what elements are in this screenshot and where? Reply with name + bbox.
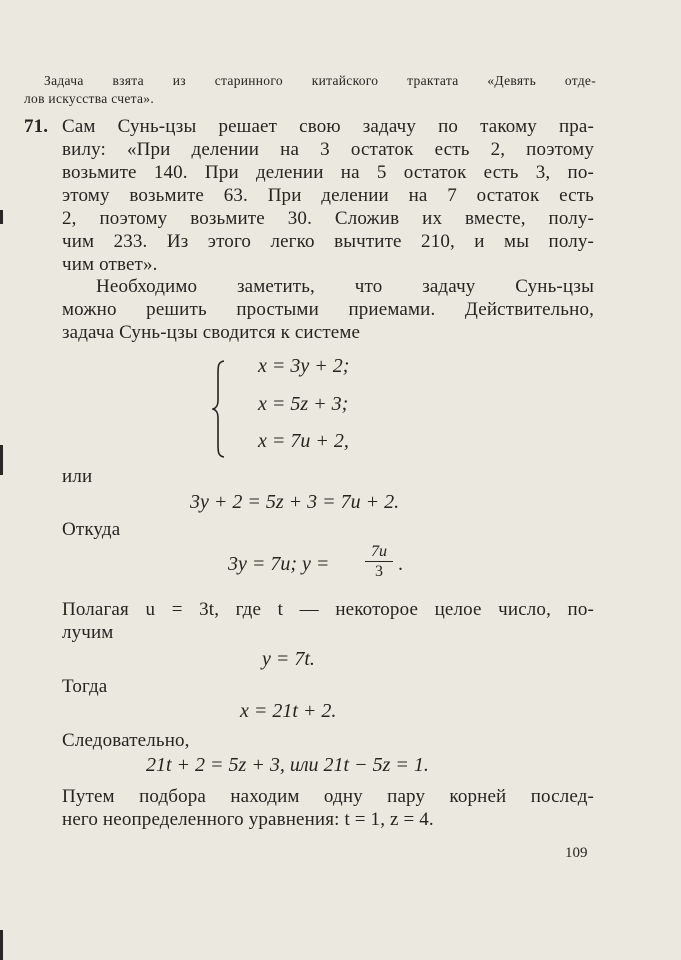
scan-edge-mark — [0, 930, 3, 960]
problem-number: 71. — [24, 116, 49, 137]
equation-chain: 3y + 2 = 5z + 3 = 7u + 2. — [190, 491, 400, 513]
equation-y-left: 3y = 7u; y = — [228, 553, 330, 575]
fraction-7u-over-3 — [365, 543, 393, 580]
scan-edge-mark — [0, 445, 3, 475]
paragraph-line: Сам Сунь-цзы решает свою задачу по такому пра- — [62, 116, 594, 137]
scan-edge-mark — [0, 210, 3, 224]
system-equation: x = 7u + 2, — [258, 430, 349, 452]
paragraph-line: этому возьмите 63. При делении на 7 остаток есть — [62, 185, 594, 206]
system-equation: x = 3y + 2; — [258, 355, 350, 377]
word-therefore: Следовательно, — [62, 730, 190, 751]
fraction-bar — [365, 561, 393, 562]
fraction-denominator: 3 — [375, 563, 383, 580]
paragraph-line: Путем подбора находим одну пару корней послед- — [62, 786, 594, 807]
paragraph-line: чим 233. Из этого легко вычтите 210, и мы полу- — [62, 231, 594, 252]
equation-final: 21t + 2 = 5z + 3, или 21t − 5z = 1. — [146, 754, 429, 776]
paragraph-line: чим ответ». — [62, 254, 158, 275]
page-number: 109 — [565, 845, 588, 861]
footnote-line-2: лов искусства счета». — [24, 91, 155, 106]
word-whence: Откуда — [62, 519, 121, 540]
word-then: Тогда — [62, 676, 108, 697]
paragraph-line: лучим — [62, 622, 114, 643]
paragraph-line: возьмите 140. При делении на 5 остаток есть 3, по- — [62, 162, 594, 183]
paragraph-line: него неопределенного уравнения: t = 1, z = 4. — [62, 809, 434, 830]
system-brace — [212, 360, 226, 458]
paragraph-line: задача Сунь-цзы сводится к системе — [62, 322, 361, 343]
equation-x: x = 21t + 2. — [240, 700, 337, 722]
footnote-line-1: Задача взята из старинного китайского трактата «Девять отде- — [44, 73, 596, 88]
system-equation: x = 5z + 3; — [258, 393, 349, 415]
period-mark: . — [398, 553, 403, 575]
equation-y: y = 7t. — [262, 648, 315, 670]
paragraph-line: Полагая u = 3t, где t — некоторое целое число, по- — [62, 599, 594, 620]
fraction-numerator: 7u — [371, 543, 387, 560]
paragraph-line: 2, поэтому возьмите 30. Сложив их вместе, полу- — [62, 208, 594, 229]
paragraph-line: вилу: «При делении на 3 остаток есть 2, поэтому — [62, 139, 594, 160]
paragraph-line: Необходимо заметить, что задачу Сунь-цзы — [96, 276, 594, 297]
paragraph-line: можно решить простыми приемами. Действительно, — [62, 299, 594, 320]
word-or: или — [62, 466, 93, 487]
